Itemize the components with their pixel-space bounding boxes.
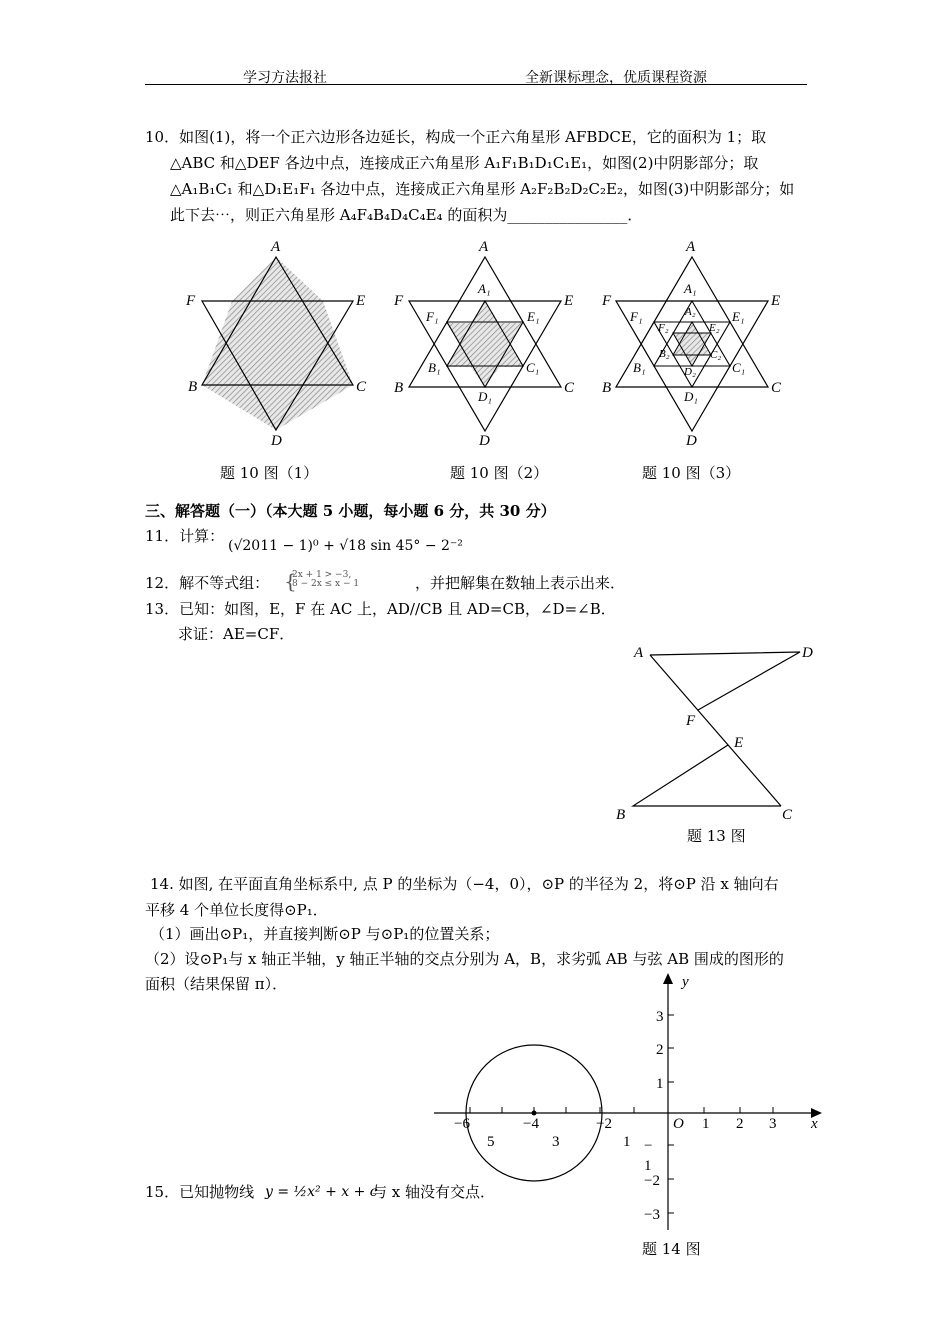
fig3-label-C: C	[771, 380, 782, 396]
fig1-label-A: A	[271, 239, 281, 255]
fig3-label-C1: C₁	[732, 360, 746, 375]
x-tick-3: 3	[769, 1116, 777, 1132]
q14-caption: 题 14 图	[642, 1240, 701, 1258]
fig1-label-B: B	[188, 379, 198, 395]
fig2-label-D1: D₁	[478, 389, 492, 404]
q12-system	[284, 569, 360, 593]
fig3-label-E: E	[771, 293, 781, 309]
q10-figure-1	[180, 235, 380, 450]
fig2-label-A: A	[479, 239, 489, 255]
x-tick-neg6: −6	[454, 1116, 470, 1132]
q15-label: 15．已知抛物线	[145, 1183, 255, 1201]
q13-label-D: D	[802, 645, 813, 661]
y-tick-neg3: −3	[644, 1207, 660, 1223]
fig1-label-C: C	[356, 379, 367, 395]
q11-expression: (√2011 − 1)⁰ + √18 sin 45° − 2⁻²	[228, 538, 463, 554]
fig2-label-F: F	[394, 293, 404, 309]
q10-caption-2: 题 10 图（2）	[450, 464, 549, 482]
q13-label-B: B	[616, 807, 626, 823]
q10-line-3: △A₁B₁C₁ 和△D₁E₁F₁ 各边中点，连接成正六角星形 A₂F₂B₂D₂C₂E₂，如图(3)中阴影部分；如	[170, 180, 795, 198]
x-tick-neg4: −4	[523, 1116, 539, 1132]
fig3-label-F: F	[602, 293, 612, 309]
fig3-label-D1: D₁	[684, 389, 698, 404]
x-tick-neg5: 5	[487, 1134, 495, 1150]
fig1-label-D: D	[271, 433, 282, 449]
fig3-label-F2: F₂	[658, 322, 669, 334]
x-tick-1: 1	[702, 1116, 710, 1132]
fig3-label-E2: E₂	[709, 322, 720, 334]
fig2-label-E1: E₁	[527, 309, 540, 324]
q14-line-3: （1）画出⊙P₁，并直接判断⊙P 与⊙P₁的位置关系；	[150, 925, 500, 943]
q15-tail: 与 x 轴没有交点．	[372, 1183, 495, 1201]
q14-line-4: （2）设⊙P₁与 x 轴正半轴，y 轴正半轴的交点分别为 A，B，求劣弧 AB 与弦 AB 围成的图形的	[145, 950, 784, 968]
header-right: 全新课标理念，优质课程资源	[525, 70, 707, 86]
q10-caption-1: 题 10 图（1）	[220, 464, 319, 482]
q12-tail: ，并把解集在数轴上表示出来．	[415, 574, 626, 592]
x-tick-2: 2	[736, 1116, 744, 1132]
fig3-label-D2: D₂	[684, 366, 696, 378]
q10-figure-2	[388, 235, 588, 450]
fig2-label-E: E	[564, 293, 574, 309]
fig1-label-E: E	[356, 293, 366, 309]
q13-caption: 题 13 图	[687, 827, 746, 845]
q13-label-E: E	[734, 735, 744, 751]
y-tick-neg1-sign: −	[644, 1138, 653, 1154]
axis-label-y: y	[682, 974, 689, 990]
fig2-label-C1: C₁	[526, 360, 540, 375]
fig2-label-B1: B₁	[428, 360, 441, 375]
fig3-label-F1: F₁	[630, 309, 643, 324]
fig3-label-B2: B₂	[659, 348, 670, 360]
x-tick-neg3: 3	[552, 1134, 560, 1150]
q13-label-F: F	[686, 713, 696, 729]
fig3-label-A: A	[686, 239, 696, 255]
q13-label-C: C	[782, 807, 793, 823]
q13-label-A: A	[634, 645, 644, 661]
origin-label: O	[673, 1116, 684, 1132]
x-tick-neg2: −2	[596, 1116, 612, 1132]
y-tick-3: 3	[656, 1009, 664, 1025]
q13-figure	[600, 638, 830, 828]
fig3-label-D: D	[686, 433, 697, 449]
fig3-label-E1: E₁	[732, 309, 745, 324]
center-P	[532, 1111, 537, 1116]
fig2-label-D: D	[479, 433, 490, 449]
q12-label: 12．解不等式组：	[145, 574, 270, 592]
q13-line-1: 13．已知：如图，E，F 在 AC 上，AD//CB 且 AD=CB，∠D=∠B．	[145, 600, 616, 618]
q13-line-2: 求证：AE=CF．	[178, 625, 295, 643]
q15-expression: y = ½x² + x + c	[265, 1184, 378, 1200]
fig3-label-B: B	[602, 380, 612, 396]
q14-line-2: 平移 4 个单位长度得⊙P₁．	[145, 901, 328, 919]
q10-caption-3: 题 10 图（3）	[642, 464, 741, 482]
axis-label-x: x	[811, 1116, 818, 1132]
fig1-label-F: F	[186, 293, 196, 309]
q14-line-5: 面积（结果保留 π）．	[145, 975, 288, 993]
q10-line-1: 10．如图(1)，将一个正六边形各边延长，构成一个正六角星形 AFBDCE，它的面积为 1；取	[145, 128, 767, 146]
y-tick-neg2: −2	[644, 1173, 660, 1189]
fig2-label-B: B	[394, 380, 404, 396]
y-tick-2: 2	[656, 1042, 664, 1058]
y-tick-1: 1	[656, 1076, 664, 1092]
q12-inequality-1: 2x + 1 > −3,	[292, 570, 352, 580]
fig2-label-C: C	[564, 380, 575, 396]
q11-label: 11．计算：	[145, 527, 225, 545]
q10-line-4: 此下去⋯，则正六角星形 A₄F₄B₄D₄C₄E₄ 的面积为________________．	[170, 206, 643, 224]
fig3-label-B1: B₁	[633, 360, 646, 375]
q10-line-2: △ABC 和△DEF 各边中点，连接成正六角星形 A₁F₁B₁D₁C₁E₁，如图(2)中阴影部分；取	[170, 154, 759, 172]
header-left: 学习方法报社	[243, 70, 327, 86]
fig3-label-A2: A₂	[685, 306, 696, 318]
fig3-label-A1: A₁	[684, 281, 697, 296]
section-3-title: 三、解答题（一）（本大题 5 小题，每小题 6 分，共 30 分）	[145, 502, 556, 520]
header-rule	[145, 84, 807, 85]
y-tick-neg1-digit: 1	[644, 1158, 652, 1174]
fig2-label-F1: F₁	[426, 309, 439, 324]
q12-inequality-2: 8 − 2x ≤ x − 1	[292, 579, 360, 589]
q14-line-1: 14. 如图, 在平面直角坐标系中, 点 P 的坐标为（−4，0），⊙P 的半径为 2，将⊙P 沿 x 轴向右	[150, 875, 779, 893]
fig3-label-C2: C₂	[710, 349, 722, 361]
q10-figure-3	[596, 235, 796, 450]
x-tick-neg1: 1	[623, 1134, 631, 1150]
fig2-label-A1: A₁	[478, 281, 491, 296]
q12-system-brace: {	[284, 569, 297, 593]
